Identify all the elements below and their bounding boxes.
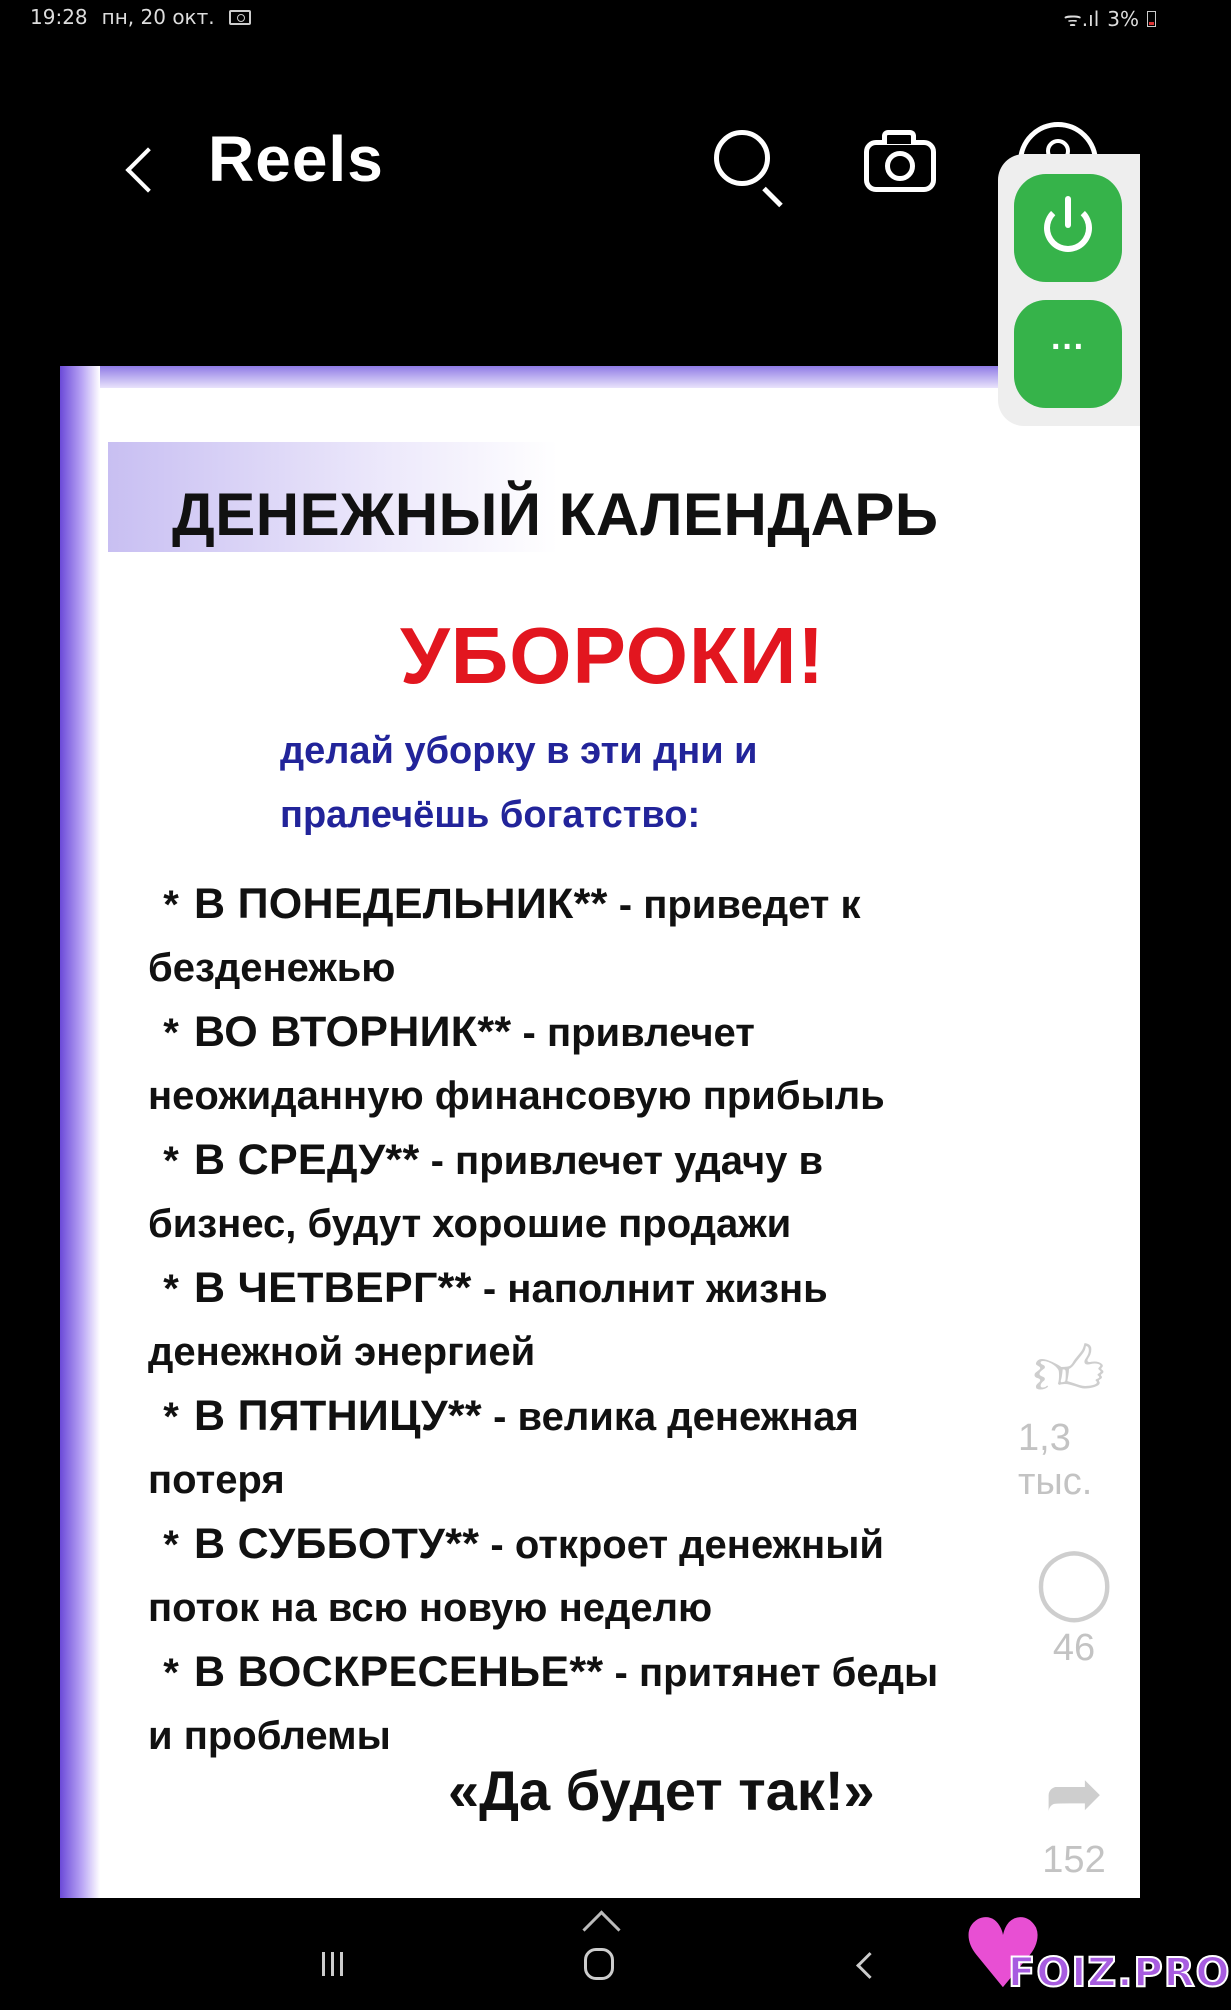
bullet: * [163,1523,179,1567]
weekday-list [148,872,1108,1768]
weekday-name: В ЧЕТВЕРГ** [194,1264,472,1312]
weekday-line [148,1064,1108,1128]
weekday-text: - притянет беды [603,1651,939,1695]
signal-icon: ᯤ.ıl [1063,7,1100,31]
weekday-line [148,1640,1108,1704]
weekday-text: бизнес, будут хорошие продажи [148,1202,792,1246]
bullet: * [163,1395,179,1439]
comment-icon: ◯ [1034,1540,1114,1622]
weekday-name: В ПЯТНИЦУ** [194,1392,482,1440]
bullet: * [163,1011,179,1055]
reels-viewer [60,36,1140,1898]
home-button[interactable] [584,1948,614,1980]
poster-side-stripe [60,366,100,1898]
weekday-text: - откроет денежный [479,1523,884,1567]
weekday-line [148,1128,1108,1192]
heart-icon: ♥ [960,1898,1047,2010]
weekday-line [148,1320,1108,1384]
watermark-logo [958,1898,1231,2010]
weekday-line [148,872,1108,936]
screenshot-icon [229,10,251,25]
weekday-name: В СУББОТУ** [194,1520,480,1568]
weekday-text: потеря [148,1458,285,1502]
share-button[interactable] [1008,1748,1140,1898]
camera-icon-lens [885,151,915,181]
bullet: * [163,1139,179,1183]
weekday-line [148,1000,1108,1064]
weekday-line [148,1384,1108,1448]
calendar-title: ДЕНЕЖНЫЙ КАЛЕНДАРЬ [172,481,939,548]
weekday-text: денежной энергией [148,1330,536,1374]
back-arrow-icon[interactable] [122,134,166,204]
camera-icon[interactable] [862,128,938,194]
poster-subtitle-line-2: пралечёшь богатство: [280,794,701,836]
bullet: * [163,1651,179,1695]
search-icon-ring [714,130,770,186]
power-button[interactable] [1014,174,1122,282]
floating-overlay [998,154,1140,426]
weekday-line [148,1256,1108,1320]
weekday-line [148,1512,1108,1576]
comment-button[interactable] [1008,1536,1140,1686]
comment-count: 46 [1052,1627,1096,1669]
back-button[interactable] [854,1952,878,1976]
poster-subtitle-line-1: делай уборку в эти дни и [280,730,758,772]
watermark-text: FOIZ.PRO [1008,1950,1231,1996]
search-icon[interactable] [708,124,788,204]
thumbs-up-icon: 👍︎ [1032,1330,1106,1412]
weekday-text: - привлечет [511,1011,755,1055]
weekday-name: В ПОНЕДЕЛЬНИК** [194,880,608,928]
recent-apps-button[interactable] [322,1952,348,1978]
weekday-line [148,1192,1108,1256]
weekday-text: безденежью [148,946,396,990]
status-time: 19:28 [30,5,88,29]
poster-top-band [60,366,1140,388]
app-header [60,36,1140,366]
poster-headline: УБОРОКИ! [400,611,825,700]
weekday-name: В СРЕДУ** [194,1136,420,1184]
weekday-text: - наполнит жизнь [471,1267,828,1311]
like-count: 1,3 тыс. [1018,1417,1093,1503]
like-button[interactable] [998,1326,1140,1503]
page-title: Reels [208,123,384,195]
bullet: * [163,883,179,927]
battery-level: 3% [1107,6,1139,31]
weekday-name: ВО ВТОРНИК** [194,1008,512,1056]
battery-icon [1147,11,1156,27]
status-date: пн, 20 окт. [101,5,215,29]
weekday-text: поток на всю новую неделю [148,1586,713,1630]
status-bar [0,0,1200,36]
more-options-button[interactable]: ··· [1014,300,1122,408]
reel-poster[interactable] [60,366,1140,1898]
weekday-text: - приведет к [607,883,861,927]
weekday-name: В ВОСКРЕСЕНЬЕ** [194,1648,604,1696]
bullet: * [163,1267,179,1311]
camera-icon-top [882,130,916,144]
poster-closing: «Да будет так!» [448,1759,875,1822]
share-count: 152 [1042,1839,1106,1881]
power-icon-bar [1065,196,1071,228]
weekday-line [148,1576,1108,1640]
search-icon-handle [762,187,783,208]
share-icon: ➦ [1044,1752,1104,1834]
chevron-up-icon[interactable] [580,1910,620,1930]
weekday-text: неожиданную финансовую прибыль [148,1074,885,1118]
weekday-text: - привлечет удачу в [419,1139,824,1183]
weekday-text: - велика денежная [481,1395,859,1439]
weekday-line [148,1448,1108,1512]
weekday-line [148,936,1108,1000]
weekday-text: и проблемы [148,1714,391,1758]
